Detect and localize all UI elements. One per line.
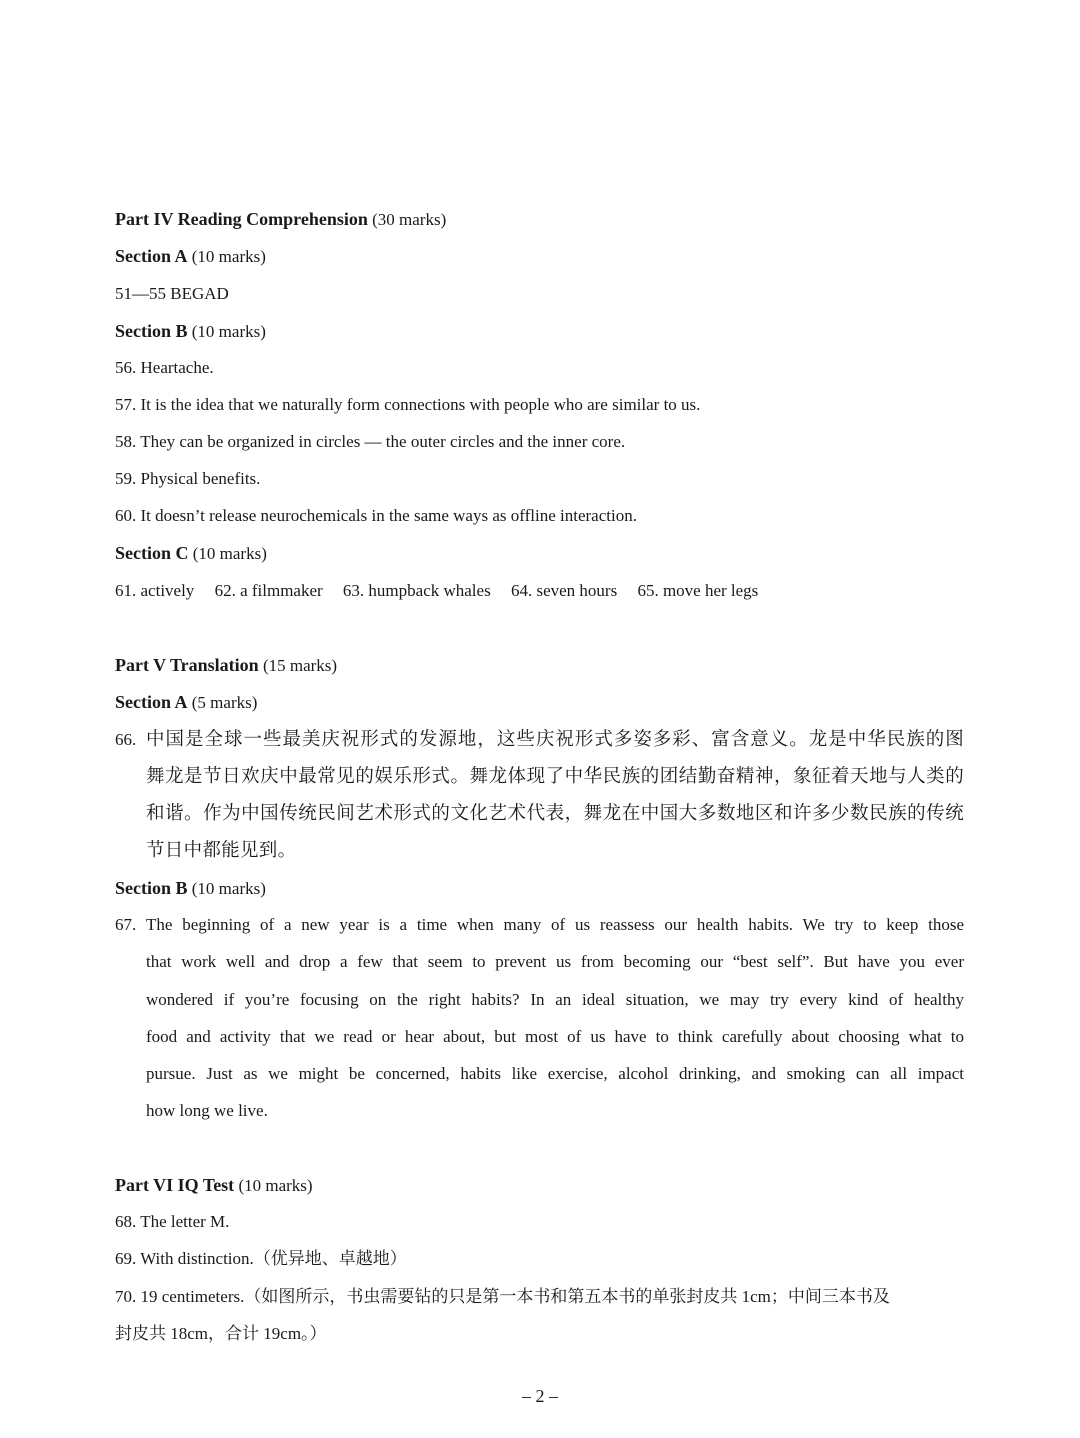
- section-c-title: Section C: [115, 543, 189, 563]
- item-67-number: 67.: [115, 915, 137, 934]
- item-67-line: how long we live.: [146, 1101, 268, 1120]
- answer-68: 68. The letter M.: [115, 1212, 230, 1231]
- part5-section-a-heading: [115, 690, 257, 715]
- answer-69: 69. With distinction.（优异地、卓越地）: [115, 1249, 407, 1268]
- section-b-title: Section B: [115, 321, 188, 341]
- item-66-line: 节日中都能见到。: [146, 841, 297, 861]
- answer-62: 62. a filmmaker: [214, 581, 323, 600]
- section-b-marks: (10 marks): [191, 322, 266, 341]
- part5-title: Part V Translation: [115, 655, 259, 675]
- item-66-line: 中国是全球一些最美庆祝形式的发源地，这些庆祝形式多姿多彩、富含意义。龙是中华民族的图: [146, 730, 964, 750]
- answer-63: 63. humpback whales: [342, 581, 491, 600]
- item-67-line: that work well and drop a few that seem to prevent us from becoming our “best self”. But have you ever: [146, 952, 964, 971]
- part5-section-a-marks: (5 marks): [191, 693, 258, 712]
- part4-marks: (30 marks): [372, 210, 447, 229]
- item-66-number: 66.: [115, 730, 137, 749]
- section-a-title: Section A: [115, 246, 188, 266]
- answer-70-line1: 70. 19 centimeters.（如图所示，书虫需要钻的只是第一本书和第五本书的单张封皮共 1cm；中间三本书及: [115, 1287, 890, 1306]
- answer-70-line2: 封皮共 18cm，合计 19cm。）: [115, 1324, 327, 1343]
- part6-heading: [115, 1173, 313, 1198]
- item-67-line: The beginning of a new year is a time when many of us reassess our health habits. We try to keep those: [146, 915, 964, 934]
- answer-58: 58. They can be organized in circles — the outer circles and the inner core.: [115, 432, 626, 451]
- part4-title: Part IV Reading Comprehension: [115, 209, 368, 229]
- part6-marks: (10 marks): [238, 1176, 313, 1195]
- item-66-line: 舞龙是节日欢庆中最常见的娱乐形式。舞龙体现了中华民族的团结勤奋精神，象征着天地与人类的: [146, 767, 964, 787]
- page-number: – 2 –: [522, 1386, 558, 1406]
- part4-heading: [115, 207, 446, 232]
- answer-64: 64. seven hours: [510, 581, 618, 600]
- answers-61-65: [115, 579, 758, 603]
- answer-56: 56. Heartache.: [115, 358, 214, 377]
- part5-heading: [115, 653, 337, 678]
- answer-60: 60. It doesn’t release neurochemicals in the same ways as offline interaction.: [115, 506, 637, 525]
- item-66-line: 和谐。作为中国传统民间艺术形式的文化艺术代表，舞龙在中国大多数地区和许多少数民族的传统: [146, 804, 964, 824]
- part5-section-b-marks: (10 marks): [191, 879, 266, 898]
- answer-65: 65. move her legs: [637, 581, 759, 600]
- section-a-heading: [115, 244, 266, 269]
- part5-section-a-title: Section A: [115, 692, 188, 712]
- section-c-heading: [115, 541, 267, 566]
- section-b-heading: [115, 319, 266, 344]
- section-a-marks: (10 marks): [191, 247, 266, 266]
- part5-section-b-heading: [115, 876, 266, 901]
- part6-title: Part VI IQ Test: [115, 1175, 235, 1195]
- answer-57: 57. It is the idea that we naturally form connections with people who are similar to us.: [115, 395, 701, 414]
- answer-51-55: 51—55 BEGAD: [115, 284, 229, 303]
- part5-marks: (15 marks): [262, 656, 338, 675]
- item-67-line: pursue. Just as we might be concerned, habits like exercise, alcohol drinking, and smoking can all impact: [146, 1064, 964, 1083]
- part5-section-b-title: Section B: [115, 878, 188, 898]
- item-67-line: wondered if you’re focusing on the right habits? In an ideal situation, we may try every kind of healthy: [146, 990, 964, 1009]
- section-c-marks: (10 marks): [192, 544, 267, 563]
- item-67-line: food and activity that we read or hear about, but most of us have to think carefully about choosing what to: [146, 1027, 964, 1046]
- answer-61: 61. actively: [115, 581, 195, 600]
- answer-59: 59. Physical benefits.: [115, 469, 261, 488]
